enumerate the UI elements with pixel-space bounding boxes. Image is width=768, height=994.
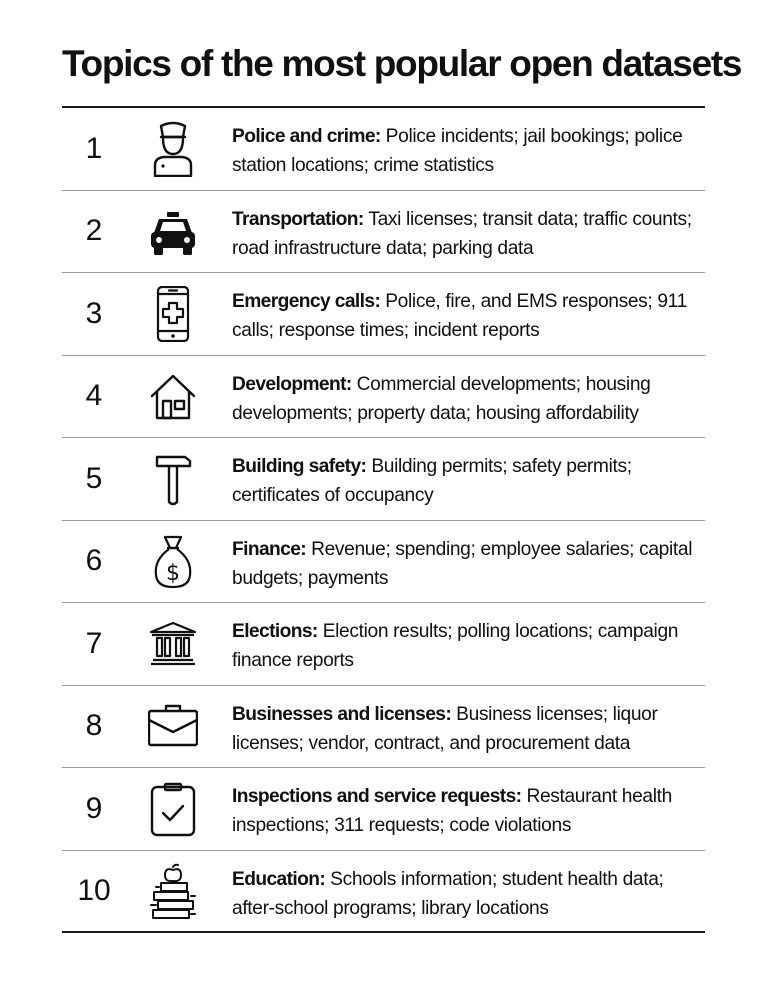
- rank-number: 6: [85, 544, 103, 578]
- topic-description: [232, 535, 710, 593]
- clipboard-check-icon: [148, 781, 198, 837]
- topic-category: Finance:: [232, 538, 307, 560]
- money-bag-icon: [148, 533, 198, 589]
- topic-category: Education:: [232, 868, 326, 890]
- books-apple-icon: [148, 863, 198, 919]
- topic-items: Business licenses; liquor licenses; vendor, contract, and procurement data: [232, 703, 658, 754]
- topic-description: [232, 370, 710, 428]
- list-item: [62, 768, 705, 851]
- hammer-icon: [148, 451, 198, 507]
- topic-description: [232, 700, 710, 758]
- government-building-icon: [148, 616, 198, 672]
- list-item: [62, 438, 705, 521]
- rank-number: 4: [85, 379, 103, 413]
- topic-items: Election results; polling locations; campaign finance reports: [232, 621, 679, 671]
- topic-description: [232, 617, 710, 675]
- list-item: [62, 191, 705, 274]
- topic-items: Taxi licenses; transit data; traffic counts; road infrastructure data; parking data: [232, 208, 692, 259]
- topic-items: Police incidents; jail bookings; police station locations; crime statistics: [232, 126, 683, 176]
- topic-category: Building safety:: [232, 456, 367, 477]
- emergency-phone-icon: [148, 286, 198, 342]
- topic-category: Transportation:: [232, 208, 364, 230]
- topic-category: Inspections and service requests:: [232, 786, 522, 807]
- list-item: [62, 521, 705, 604]
- rank-number: 8: [85, 709, 103, 743]
- topics-table: [62, 106, 705, 933]
- topic-items: Commercial developments; housing developments; property data; housing affordability: [232, 373, 651, 424]
- topic-category: Police and crime:: [232, 126, 381, 147]
- topic-items: Schools information; student health data; after-school programs; library locations: [232, 868, 664, 919]
- topic-description: [232, 122, 710, 180]
- list-item: [62, 851, 705, 934]
- list-item: [62, 603, 705, 686]
- topic-items: Restaurant health inspections; 311 requests; code violations: [232, 786, 672, 836]
- topic-description: [232, 287, 710, 345]
- topic-description: [232, 865, 710, 923]
- topic-items: Police, fire, and EMS responses; 911 calls; response times; incident reports: [232, 291, 687, 341]
- topic-category: Businesses and licenses:: [232, 703, 452, 725]
- rank-number: 1: [85, 131, 103, 165]
- rank-number: 7: [85, 626, 103, 660]
- page-title: Topics of the most popular open datasets: [62, 43, 742, 84]
- rank-number: 2: [85, 214, 103, 248]
- topic-items: Revenue; spending; employee salaries; capital budgets; payments: [232, 538, 693, 589]
- topic-category: Emergency calls:: [232, 291, 381, 312]
- list-item: [62, 686, 705, 769]
- topic-items: Building permits; safety permits; certificates of occupancy: [232, 456, 632, 506]
- list-item: [62, 356, 705, 439]
- list-item: [62, 108, 705, 191]
- topic-description: [232, 452, 710, 510]
- police-officer-icon: [148, 121, 198, 177]
- briefcase-icon: [148, 698, 198, 754]
- rank-number: 9: [85, 791, 103, 825]
- taxi-icon: [148, 203, 198, 259]
- svg-text:$: $: [166, 561, 180, 587]
- topic-category: Development:: [232, 373, 352, 395]
- topic-category: Elections:: [232, 621, 318, 642]
- rank-number: 5: [85, 461, 103, 495]
- list-item: [62, 273, 705, 356]
- topic-description: [232, 205, 710, 263]
- topic-description: [232, 782, 710, 840]
- house-icon: [148, 368, 198, 424]
- rank-number: 3: [85, 296, 103, 330]
- rank-number: 10: [77, 873, 111, 907]
